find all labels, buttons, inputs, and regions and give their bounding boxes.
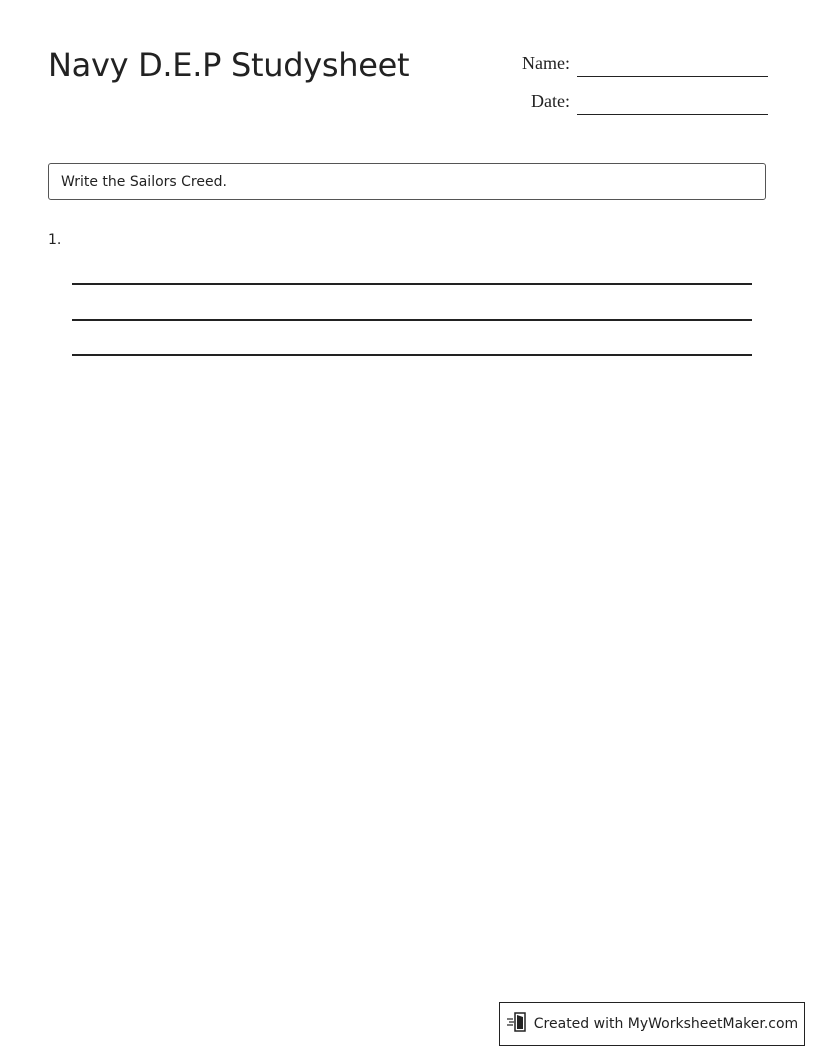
date-field-line[interactable] — [577, 114, 768, 115]
footer-text: Created with MyWorksheetMaker.com — [533, 1016, 799, 1032]
instruction-box: Write the Sailors Creed. — [48, 163, 766, 200]
answer-line-3[interactable] — [72, 354, 752, 356]
answer-line-2[interactable] — [72, 319, 752, 321]
question-number: 1. — [48, 232, 62, 248]
answer-line-1[interactable] — [72, 283, 752, 285]
name-field-line[interactable] — [577, 76, 768, 77]
name-label: Name: — [522, 53, 570, 73]
footer-badge[interactable] — [499, 1002, 805, 1046]
page-title: Navy D.E.P Studysheet — [48, 46, 410, 84]
worksheet-maker-logo-icon — [506, 1011, 534, 1037]
date-label: Date: — [531, 91, 570, 111]
